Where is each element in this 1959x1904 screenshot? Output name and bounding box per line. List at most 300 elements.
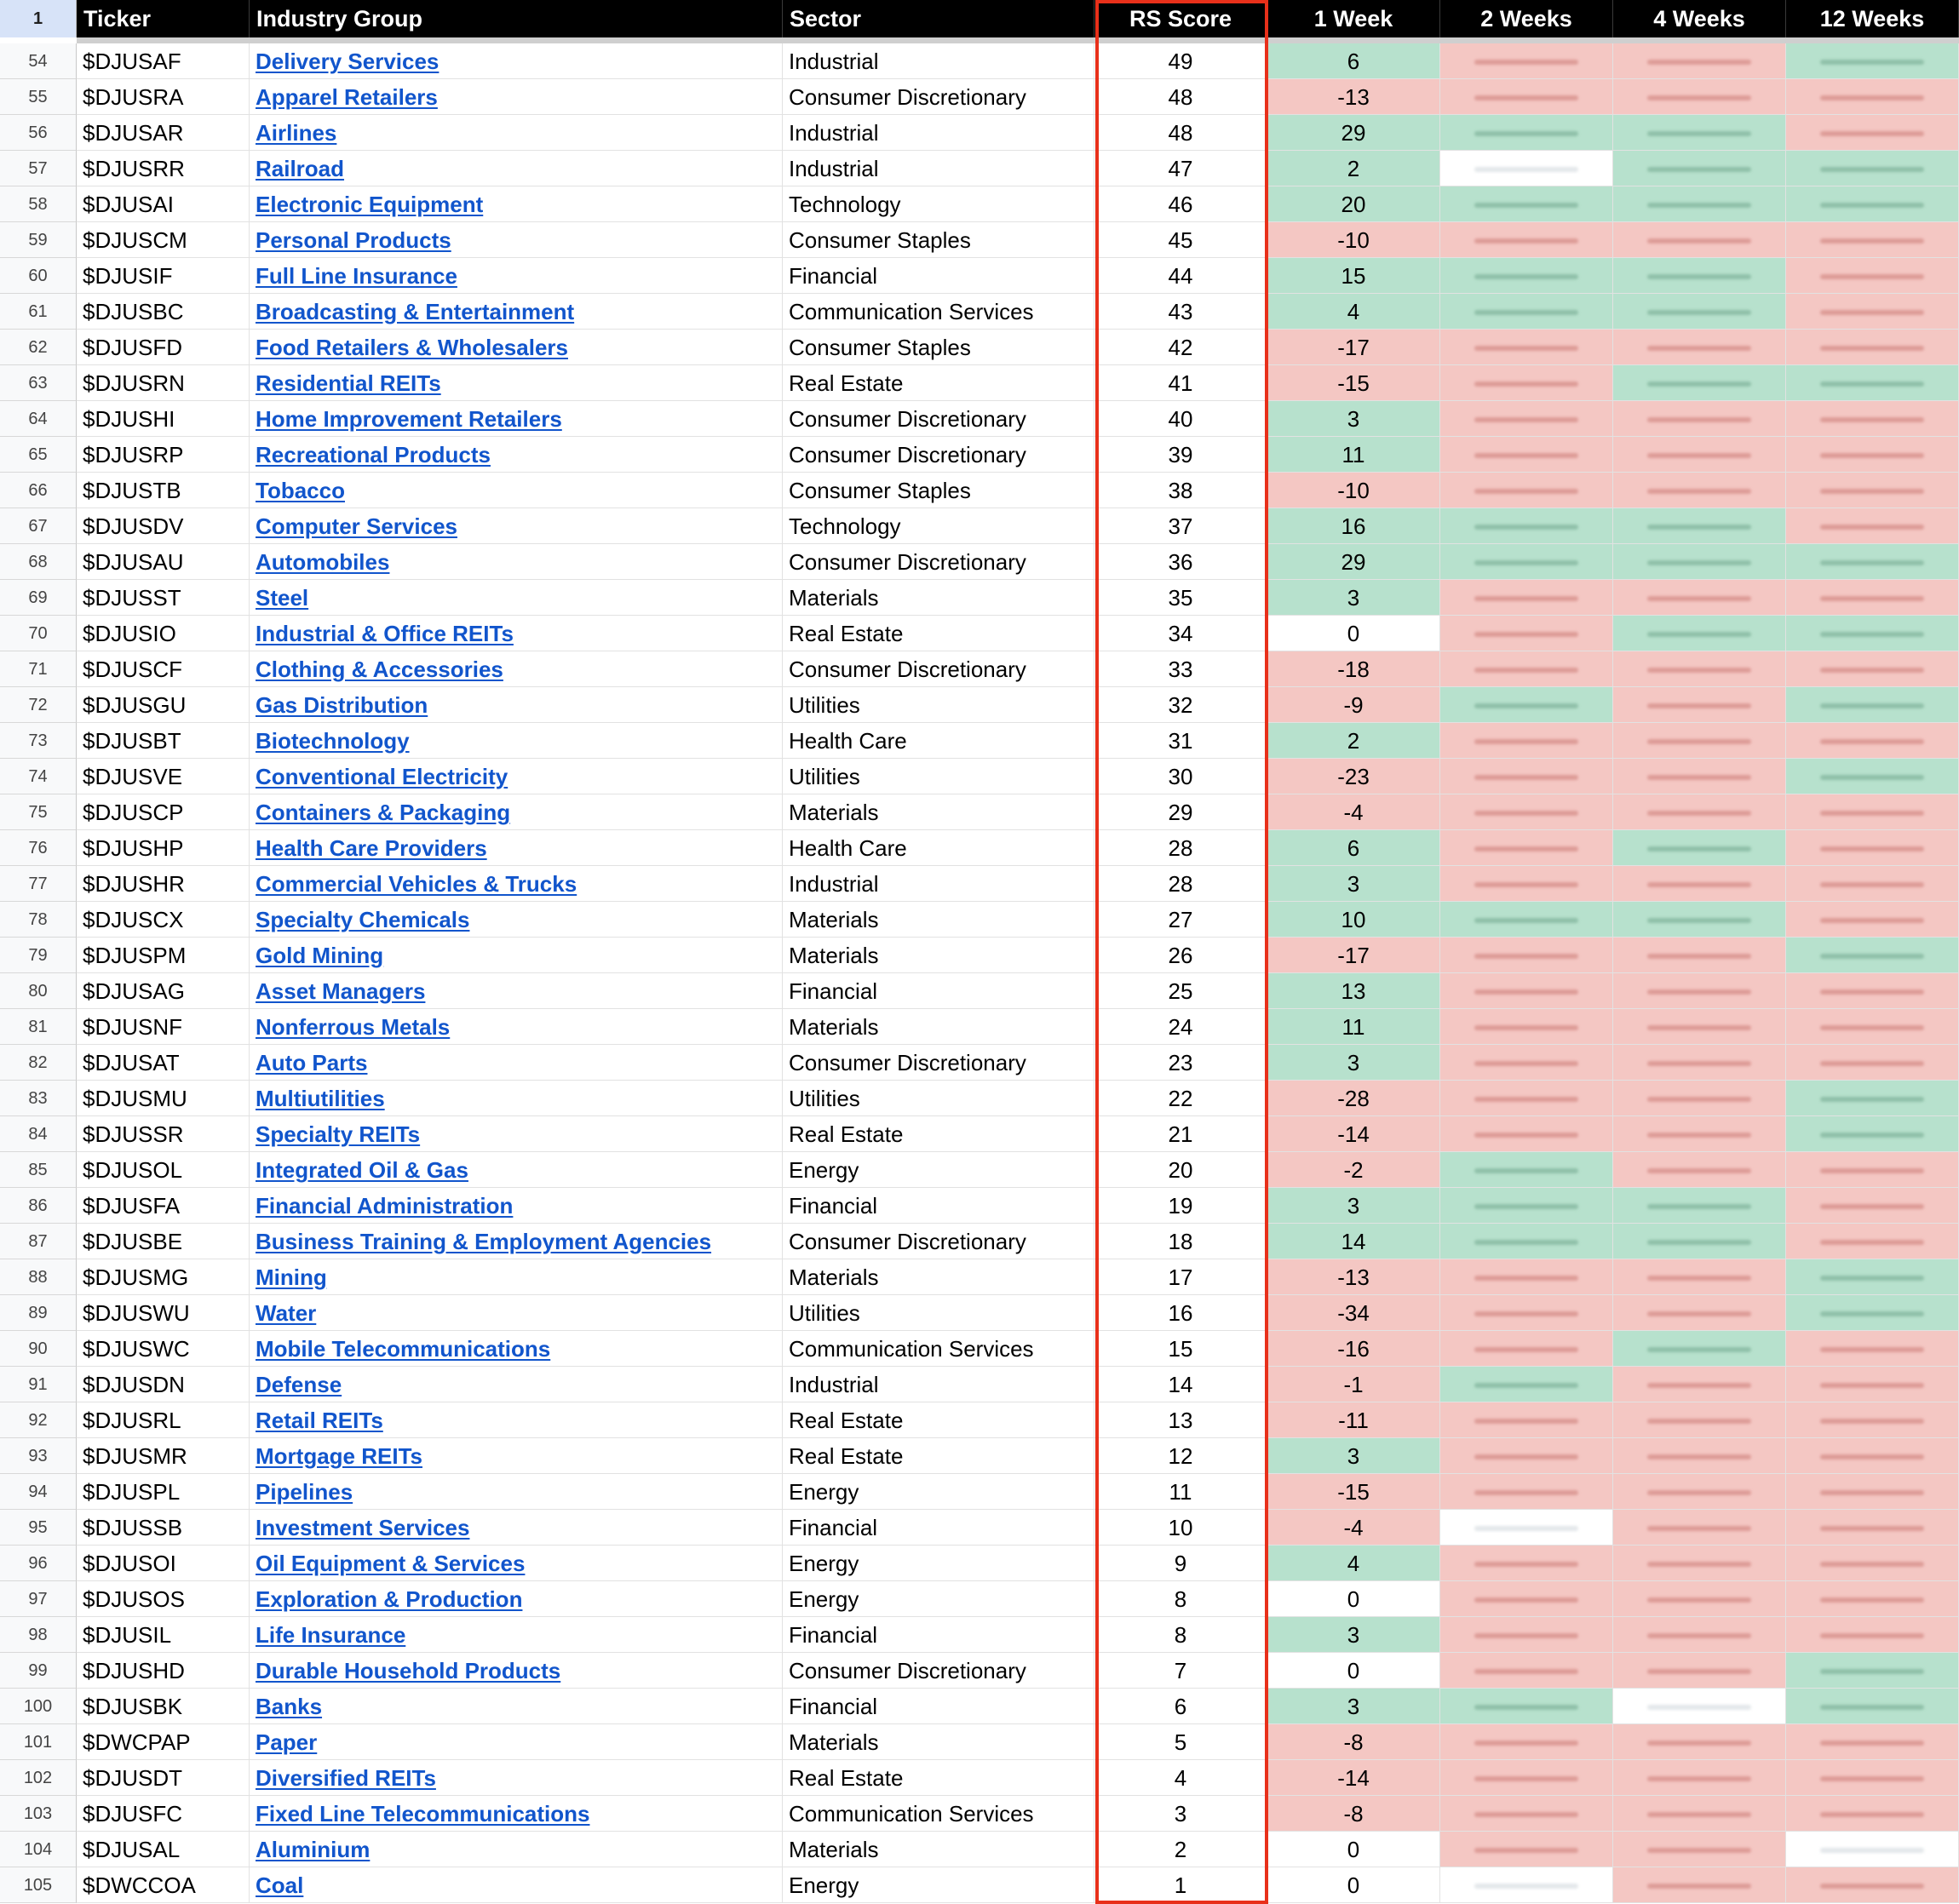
industry-group-link[interactable]: Broadcasting & Entertainment (256, 299, 575, 324)
week1-change-cell[interactable]: -8 (1267, 1796, 1440, 1832)
industry-group-link[interactable]: Nonferrous Metals (256, 1014, 451, 1040)
row-number[interactable]: 70 (0, 616, 77, 651)
sector-cell[interactable]: Industrial (783, 151, 1094, 186)
sector-cell[interactable]: Energy (783, 1546, 1094, 1581)
week1-change-cell[interactable]: 4 (1267, 294, 1440, 330)
week12-change-cell[interactable] (1786, 1546, 1959, 1581)
week4-change-cell[interactable] (1613, 1009, 1786, 1045)
week12-change-cell[interactable] (1786, 1796, 1959, 1832)
week2-change-cell[interactable] (1440, 401, 1613, 437)
rs-score-cell[interactable]: 19 (1094, 1188, 1267, 1224)
row-number[interactable]: 89 (0, 1295, 77, 1331)
week1-change-cell[interactable]: 3 (1267, 1045, 1440, 1081)
ticker-cell[interactable]: $DJUSDV (77, 508, 250, 544)
week2-change-cell[interactable] (1440, 1402, 1613, 1438)
sector-cell[interactable]: Financial (783, 258, 1094, 294)
industry-group-cell[interactable] (250, 43, 783, 79)
row-number[interactable]: 94 (0, 1474, 77, 1510)
week12-change-cell[interactable] (1786, 830, 1959, 866)
sector-cell[interactable]: Materials (783, 794, 1094, 830)
week4-change-cell[interactable] (1613, 115, 1786, 151)
week1-change-cell[interactable]: 0 (1267, 1653, 1440, 1689)
week12-change-cell[interactable] (1786, 1617, 1959, 1653)
ticker-cell[interactable]: $DJUSHP (77, 830, 250, 866)
header-4-weeks[interactable]: 4 Weeks (1613, 0, 1786, 37)
week1-change-cell[interactable]: -34 (1267, 1295, 1440, 1331)
sector-cell[interactable]: Energy (783, 1152, 1094, 1188)
industry-group-cell[interactable] (250, 1724, 783, 1760)
week2-change-cell[interactable] (1440, 687, 1613, 723)
week4-change-cell[interactable] (1613, 1724, 1786, 1760)
week4-change-cell[interactable] (1613, 1581, 1786, 1617)
rs-score-cell[interactable]: 4 (1094, 1760, 1267, 1796)
ticker-cell[interactable]: $DJUSDN (77, 1367, 250, 1402)
industry-group-link[interactable]: Full Line Insurance (256, 263, 457, 289)
industry-group-cell[interactable] (250, 794, 783, 830)
row-number[interactable]: 73 (0, 723, 77, 759)
rs-score-cell[interactable]: 10 (1094, 1510, 1267, 1546)
week2-change-cell[interactable] (1440, 794, 1613, 830)
week12-change-cell[interactable] (1786, 508, 1959, 544)
row-number[interactable]: 81 (0, 1009, 77, 1045)
sector-cell[interactable]: Consumer Discretionary (783, 1045, 1094, 1081)
ticker-cell[interactable]: $DJUSMR (77, 1438, 250, 1474)
week12-change-cell[interactable] (1786, 759, 1959, 794)
industry-group-cell[interactable] (250, 401, 783, 437)
rs-score-cell[interactable]: 23 (1094, 1045, 1267, 1081)
industry-group-link[interactable]: Automobiles (256, 549, 390, 575)
ticker-cell[interactable]: $DJUSHI (77, 401, 250, 437)
industry-group-link[interactable]: Containers & Packaging (256, 800, 511, 825)
row-number[interactable]: 92 (0, 1402, 77, 1438)
week4-change-cell[interactable] (1613, 794, 1786, 830)
week12-change-cell[interactable] (1786, 973, 1959, 1009)
week1-change-cell[interactable]: 11 (1267, 437, 1440, 473)
row-number[interactable]: 99 (0, 1653, 77, 1689)
week2-change-cell[interactable] (1440, 365, 1613, 401)
ticker-cell[interactable]: $DJUSAR (77, 115, 250, 151)
row-number[interactable]: 82 (0, 1045, 77, 1081)
week4-change-cell[interactable] (1613, 580, 1786, 616)
week2-change-cell[interactable] (1440, 508, 1613, 544)
industry-group-cell[interactable] (250, 759, 783, 794)
week2-change-cell[interactable] (1440, 151, 1613, 186)
rs-score-cell[interactable]: 6 (1094, 1689, 1267, 1724)
row-number[interactable]: 63 (0, 365, 77, 401)
week12-change-cell[interactable] (1786, 401, 1959, 437)
industry-group-link[interactable]: Industrial & Office REITs (256, 621, 514, 646)
rs-score-cell[interactable]: 38 (1094, 473, 1267, 508)
week2-change-cell[interactable] (1440, 544, 1613, 580)
week4-change-cell[interactable] (1613, 1617, 1786, 1653)
week12-change-cell[interactable] (1786, 1438, 1959, 1474)
week4-change-cell[interactable] (1613, 1867, 1786, 1903)
industry-group-cell[interactable] (250, 1367, 783, 1402)
week1-change-cell[interactable]: 3 (1267, 1617, 1440, 1653)
industry-group-link[interactable]: Delivery Services (256, 49, 439, 74)
row-number[interactable]: 75 (0, 794, 77, 830)
row-number[interactable]: 104 (0, 1832, 77, 1867)
week1-change-cell[interactable]: 15 (1267, 258, 1440, 294)
week1-change-cell[interactable]: 0 (1267, 616, 1440, 651)
industry-group-link[interactable]: Multiutilities (256, 1086, 385, 1111)
sector-cell[interactable]: Real Estate (783, 616, 1094, 651)
industry-group-cell[interactable] (250, 1617, 783, 1653)
sector-cell[interactable]: Energy (783, 1581, 1094, 1617)
week2-change-cell[interactable] (1440, 651, 1613, 687)
week2-change-cell[interactable] (1440, 115, 1613, 151)
week12-change-cell[interactable] (1786, 723, 1959, 759)
industry-group-link[interactable]: Oil Equipment & Services (256, 1551, 526, 1576)
rs-score-cell[interactable]: 34 (1094, 616, 1267, 651)
week12-change-cell[interactable] (1786, 258, 1959, 294)
week12-change-cell[interactable] (1786, 1081, 1959, 1116)
ticker-cell[interactable]: $DJUSMU (77, 1081, 250, 1116)
week1-change-cell[interactable]: 3 (1267, 1689, 1440, 1724)
week2-change-cell[interactable] (1440, 1867, 1613, 1903)
week12-change-cell[interactable] (1786, 1331, 1959, 1367)
ticker-cell[interactable]: $DJUSTB (77, 473, 250, 508)
week2-change-cell[interactable] (1440, 1224, 1613, 1259)
week4-change-cell[interactable] (1613, 759, 1786, 794)
sector-cell[interactable]: Industrial (783, 43, 1094, 79)
week4-change-cell[interactable] (1613, 1224, 1786, 1259)
row-number[interactable]: 58 (0, 186, 77, 222)
week2-change-cell[interactable] (1440, 1581, 1613, 1617)
week12-change-cell[interactable] (1786, 1367, 1959, 1402)
rs-score-cell[interactable]: 25 (1094, 973, 1267, 1009)
row-number[interactable]: 100 (0, 1689, 77, 1724)
row-number[interactable]: 76 (0, 830, 77, 866)
sector-cell[interactable]: Materials (783, 902, 1094, 938)
sector-cell[interactable]: Financial (783, 1510, 1094, 1546)
week1-change-cell[interactable]: -13 (1267, 1259, 1440, 1295)
rs-score-cell[interactable]: 43 (1094, 294, 1267, 330)
industry-group-cell[interactable] (250, 186, 783, 222)
industry-group-cell[interactable] (250, 330, 783, 365)
week12-change-cell[interactable] (1786, 1295, 1959, 1331)
industry-group-link[interactable]: Airlines (256, 120, 337, 146)
week2-change-cell[interactable] (1440, 1188, 1613, 1224)
ticker-cell[interactable]: $DJUSBK (77, 1689, 250, 1724)
sector-cell[interactable]: Communication Services (783, 294, 1094, 330)
industry-group-cell[interactable] (250, 1045, 783, 1081)
industry-group-link[interactable]: Water (256, 1300, 317, 1326)
week1-change-cell[interactable]: -2 (1267, 1152, 1440, 1188)
ticker-cell[interactable]: $DJUSRP (77, 437, 250, 473)
week1-change-cell[interactable]: 20 (1267, 186, 1440, 222)
week4-change-cell[interactable] (1613, 1760, 1786, 1796)
week2-change-cell[interactable] (1440, 1546, 1613, 1581)
industry-group-link[interactable]: Asset Managers (256, 978, 426, 1004)
week1-change-cell[interactable]: -8 (1267, 1724, 1440, 1760)
ticker-cell[interactable]: $DJUSFA (77, 1188, 250, 1224)
week4-change-cell[interactable] (1613, 1367, 1786, 1402)
week12-change-cell[interactable] (1786, 1510, 1959, 1546)
week1-change-cell[interactable]: -23 (1267, 759, 1440, 794)
sector-cell[interactable]: Financial (783, 1617, 1094, 1653)
week1-change-cell[interactable]: 3 (1267, 1438, 1440, 1474)
ticker-cell[interactable]: $DJUSBT (77, 723, 250, 759)
rs-score-cell[interactable]: 37 (1094, 508, 1267, 544)
industry-group-link[interactable]: Commercial Vehicles & Trucks (256, 871, 577, 897)
row-number[interactable]: 84 (0, 1116, 77, 1152)
industry-group-link[interactable]: Home Improvement Retailers (256, 406, 562, 432)
industry-group-cell[interactable] (250, 294, 783, 330)
week12-change-cell[interactable] (1786, 580, 1959, 616)
sector-cell[interactable]: Materials (783, 1009, 1094, 1045)
week12-change-cell[interactable] (1786, 866, 1959, 902)
row-number[interactable]: 71 (0, 651, 77, 687)
row-number[interactable]: 60 (0, 258, 77, 294)
rs-score-cell[interactable]: 24 (1094, 1009, 1267, 1045)
week12-change-cell[interactable] (1786, 616, 1959, 651)
industry-group-cell[interactable] (250, 866, 783, 902)
row-number[interactable]: 97 (0, 1581, 77, 1617)
ticker-cell[interactable]: $DJUSRA (77, 79, 250, 115)
week12-change-cell[interactable] (1786, 437, 1959, 473)
week4-change-cell[interactable] (1613, 186, 1786, 222)
rs-score-cell[interactable]: 33 (1094, 651, 1267, 687)
week4-change-cell[interactable] (1613, 1510, 1786, 1546)
rs-score-cell[interactable]: 5 (1094, 1724, 1267, 1760)
sector-cell[interactable]: Real Estate (783, 365, 1094, 401)
week4-change-cell[interactable] (1613, 1152, 1786, 1188)
industry-group-cell[interactable] (250, 1009, 783, 1045)
ticker-cell[interactable]: $DJUSBC (77, 294, 250, 330)
week1-change-cell[interactable]: 6 (1267, 830, 1440, 866)
week1-change-cell[interactable]: 14 (1267, 1224, 1440, 1259)
rs-score-cell[interactable]: 20 (1094, 1152, 1267, 1188)
row-number[interactable]: 66 (0, 473, 77, 508)
industry-group-cell[interactable] (250, 723, 783, 759)
industry-group-cell[interactable] (250, 1116, 783, 1152)
rs-score-cell[interactable]: 30 (1094, 759, 1267, 794)
week12-change-cell[interactable] (1786, 938, 1959, 973)
week4-change-cell[interactable] (1613, 1689, 1786, 1724)
industry-group-link[interactable]: Paper (256, 1729, 318, 1755)
industry-group-link[interactable]: Diversified REITs (256, 1765, 436, 1791)
week12-change-cell[interactable] (1786, 473, 1959, 508)
sector-cell[interactable]: Consumer Discretionary (783, 1224, 1094, 1259)
week2-change-cell[interactable] (1440, 258, 1613, 294)
week4-change-cell[interactable] (1613, 723, 1786, 759)
sector-cell[interactable]: Utilities (783, 1295, 1094, 1331)
sector-cell[interactable]: Materials (783, 1259, 1094, 1295)
industry-group-link[interactable]: Durable Household Products (256, 1658, 561, 1683)
ticker-cell[interactable]: $DWCCOA (77, 1867, 250, 1903)
sector-cell[interactable]: Technology (783, 508, 1094, 544)
week1-change-cell[interactable]: 16 (1267, 508, 1440, 544)
week12-change-cell[interactable] (1786, 1116, 1959, 1152)
week4-change-cell[interactable] (1613, 1474, 1786, 1510)
week4-change-cell[interactable] (1613, 902, 1786, 938)
industry-group-cell[interactable] (250, 79, 783, 115)
industry-group-cell[interactable] (250, 1224, 783, 1259)
row-number[interactable]: 72 (0, 687, 77, 723)
week1-change-cell[interactable]: -14 (1267, 1760, 1440, 1796)
week12-change-cell[interactable] (1786, 151, 1959, 186)
ticker-cell[interactable]: $DJUSVE (77, 759, 250, 794)
row-number[interactable]: 68 (0, 544, 77, 580)
week2-change-cell[interactable] (1440, 1152, 1613, 1188)
week2-change-cell[interactable] (1440, 473, 1613, 508)
sector-cell[interactable]: Consumer Discretionary (783, 401, 1094, 437)
sector-cell[interactable]: Health Care (783, 830, 1094, 866)
row-number[interactable]: 59 (0, 222, 77, 258)
sector-cell[interactable]: Materials (783, 1724, 1094, 1760)
industry-group-cell[interactable] (250, 687, 783, 723)
week1-change-cell[interactable]: -4 (1267, 1510, 1440, 1546)
week1-change-cell[interactable]: -13 (1267, 79, 1440, 115)
week2-change-cell[interactable] (1440, 1689, 1613, 1724)
industry-group-cell[interactable] (250, 973, 783, 1009)
week1-change-cell[interactable]: 0 (1267, 1832, 1440, 1867)
ticker-cell[interactable]: $DJUSAL (77, 1832, 250, 1867)
row-number[interactable]: 85 (0, 1152, 77, 1188)
week12-change-cell[interactable] (1786, 544, 1959, 580)
week1-change-cell[interactable]: 0 (1267, 1867, 1440, 1903)
rs-score-cell[interactable]: 39 (1094, 437, 1267, 473)
rs-score-cell[interactable]: 9 (1094, 1546, 1267, 1581)
sector-cell[interactable]: Energy (783, 1867, 1094, 1903)
week12-change-cell[interactable] (1786, 79, 1959, 115)
sector-cell[interactable]: Industrial (783, 115, 1094, 151)
rs-score-cell[interactable]: 26 (1094, 938, 1267, 973)
week2-change-cell[interactable] (1440, 1724, 1613, 1760)
week12-change-cell[interactable] (1786, 330, 1959, 365)
week1-change-cell[interactable]: 13 (1267, 973, 1440, 1009)
rs-score-cell[interactable]: 1 (1094, 1867, 1267, 1903)
industry-group-cell[interactable] (250, 473, 783, 508)
ticker-cell[interactable]: $DJUSWC (77, 1331, 250, 1367)
week2-change-cell[interactable] (1440, 759, 1613, 794)
sector-cell[interactable]: Communication Services (783, 1796, 1094, 1832)
rs-score-cell[interactable]: 21 (1094, 1116, 1267, 1152)
industry-group-cell[interactable] (250, 1188, 783, 1224)
rs-score-cell[interactable]: 13 (1094, 1402, 1267, 1438)
ticker-cell[interactable]: $DJUSFC (77, 1796, 250, 1832)
week1-change-cell[interactable]: 10 (1267, 902, 1440, 938)
rs-score-cell[interactable]: 8 (1094, 1617, 1267, 1653)
sector-cell[interactable]: Consumer Discretionary (783, 79, 1094, 115)
ticker-cell[interactable]: $DJUSIO (77, 616, 250, 651)
rs-score-cell[interactable]: 14 (1094, 1367, 1267, 1402)
week12-change-cell[interactable] (1786, 1581, 1959, 1617)
week4-change-cell[interactable] (1613, 1188, 1786, 1224)
industry-group-cell[interactable] (250, 1689, 783, 1724)
row-number[interactable]: 105 (0, 1867, 77, 1903)
ticker-cell[interactable]: $DJUSMG (77, 1259, 250, 1295)
industry-group-link[interactable]: Personal Products (256, 227, 451, 253)
week1-change-cell[interactable]: 6 (1267, 43, 1440, 79)
week1-change-cell[interactable]: -15 (1267, 1474, 1440, 1510)
industry-group-cell[interactable] (250, 1867, 783, 1903)
week12-change-cell[interactable] (1786, 222, 1959, 258)
industry-group-link[interactable]: Specialty REITs (256, 1121, 421, 1147)
week12-change-cell[interactable] (1786, 1009, 1959, 1045)
week12-change-cell[interactable] (1786, 43, 1959, 79)
week1-change-cell[interactable]: 4 (1267, 1546, 1440, 1581)
week1-change-cell[interactable]: -1 (1267, 1367, 1440, 1402)
sector-cell[interactable]: Industrial (783, 866, 1094, 902)
row-number[interactable]: 74 (0, 759, 77, 794)
row-number[interactable]: 98 (0, 1617, 77, 1653)
week1-change-cell[interactable]: 3 (1267, 866, 1440, 902)
week1-change-cell[interactable]: 3 (1267, 401, 1440, 437)
header-ticker[interactable]: Ticker (77, 0, 250, 37)
week4-change-cell[interactable] (1613, 973, 1786, 1009)
header-row-number[interactable]: 1 (0, 0, 77, 37)
week1-change-cell[interactable]: -11 (1267, 1402, 1440, 1438)
week2-change-cell[interactable] (1440, 186, 1613, 222)
industry-group-link[interactable]: Recreational Products (256, 442, 491, 467)
week4-change-cell[interactable] (1613, 1331, 1786, 1367)
rs-score-cell[interactable]: 17 (1094, 1259, 1267, 1295)
sector-cell[interactable]: Technology (783, 186, 1094, 222)
row-number[interactable]: 88 (0, 1259, 77, 1295)
sector-cell[interactable]: Consumer Discretionary (783, 1653, 1094, 1689)
week12-change-cell[interactable] (1786, 902, 1959, 938)
week4-change-cell[interactable] (1613, 830, 1786, 866)
rs-score-cell[interactable]: 41 (1094, 365, 1267, 401)
week4-change-cell[interactable] (1613, 401, 1786, 437)
rs-score-cell[interactable]: 2 (1094, 1832, 1267, 1867)
ticker-cell[interactable]: $DJUSRL (77, 1402, 250, 1438)
industry-group-link[interactable]: Electronic Equipment (256, 192, 484, 217)
header-12-weeks[interactable]: 12 Weeks (1786, 0, 1959, 37)
industry-group-cell[interactable] (250, 1081, 783, 1116)
week2-change-cell[interactable] (1440, 1617, 1613, 1653)
ticker-cell[interactable]: $DJUSOI (77, 1546, 250, 1581)
industry-group-link[interactable]: Computer Services (256, 513, 457, 539)
rs-score-cell[interactable]: 18 (1094, 1224, 1267, 1259)
week2-change-cell[interactable] (1440, 1367, 1613, 1402)
week1-change-cell[interactable]: -28 (1267, 1081, 1440, 1116)
ticker-cell[interactable]: $DJUSRN (77, 365, 250, 401)
rs-score-cell[interactable]: 29 (1094, 794, 1267, 830)
week1-change-cell[interactable]: -9 (1267, 687, 1440, 723)
week1-change-cell[interactable]: 3 (1267, 580, 1440, 616)
row-number[interactable]: 103 (0, 1796, 77, 1832)
week2-change-cell[interactable] (1440, 1438, 1613, 1474)
week12-change-cell[interactable] (1786, 115, 1959, 151)
sector-cell[interactable]: Consumer Staples (783, 222, 1094, 258)
week1-change-cell[interactable]: -10 (1267, 222, 1440, 258)
row-number[interactable]: 79 (0, 938, 77, 973)
rs-score-cell[interactable]: 12 (1094, 1438, 1267, 1474)
week4-change-cell[interactable] (1613, 1653, 1786, 1689)
industry-group-link[interactable]: Coal (256, 1872, 304, 1898)
industry-group-cell[interactable] (250, 580, 783, 616)
header-rs-score[interactable]: RS Score (1094, 0, 1267, 37)
week4-change-cell[interactable] (1613, 43, 1786, 79)
industry-group-link[interactable]: Railroad (256, 156, 345, 181)
industry-group-link[interactable]: Biotechnology (256, 728, 410, 754)
week2-change-cell[interactable] (1440, 1295, 1613, 1331)
industry-group-link[interactable]: Mining (256, 1265, 327, 1290)
industry-group-cell[interactable] (250, 437, 783, 473)
industry-group-link[interactable]: Apparel Retailers (256, 84, 438, 110)
industry-group-cell[interactable] (250, 1295, 783, 1331)
week12-change-cell[interactable] (1786, 365, 1959, 401)
row-number[interactable]: 78 (0, 902, 77, 938)
row-number[interactable]: 56 (0, 115, 77, 151)
rs-score-cell[interactable]: 35 (1094, 580, 1267, 616)
industry-group-cell[interactable] (250, 1331, 783, 1367)
industry-group-link[interactable]: Pipelines (256, 1479, 353, 1505)
week1-change-cell[interactable]: 0 (1267, 1581, 1440, 1617)
